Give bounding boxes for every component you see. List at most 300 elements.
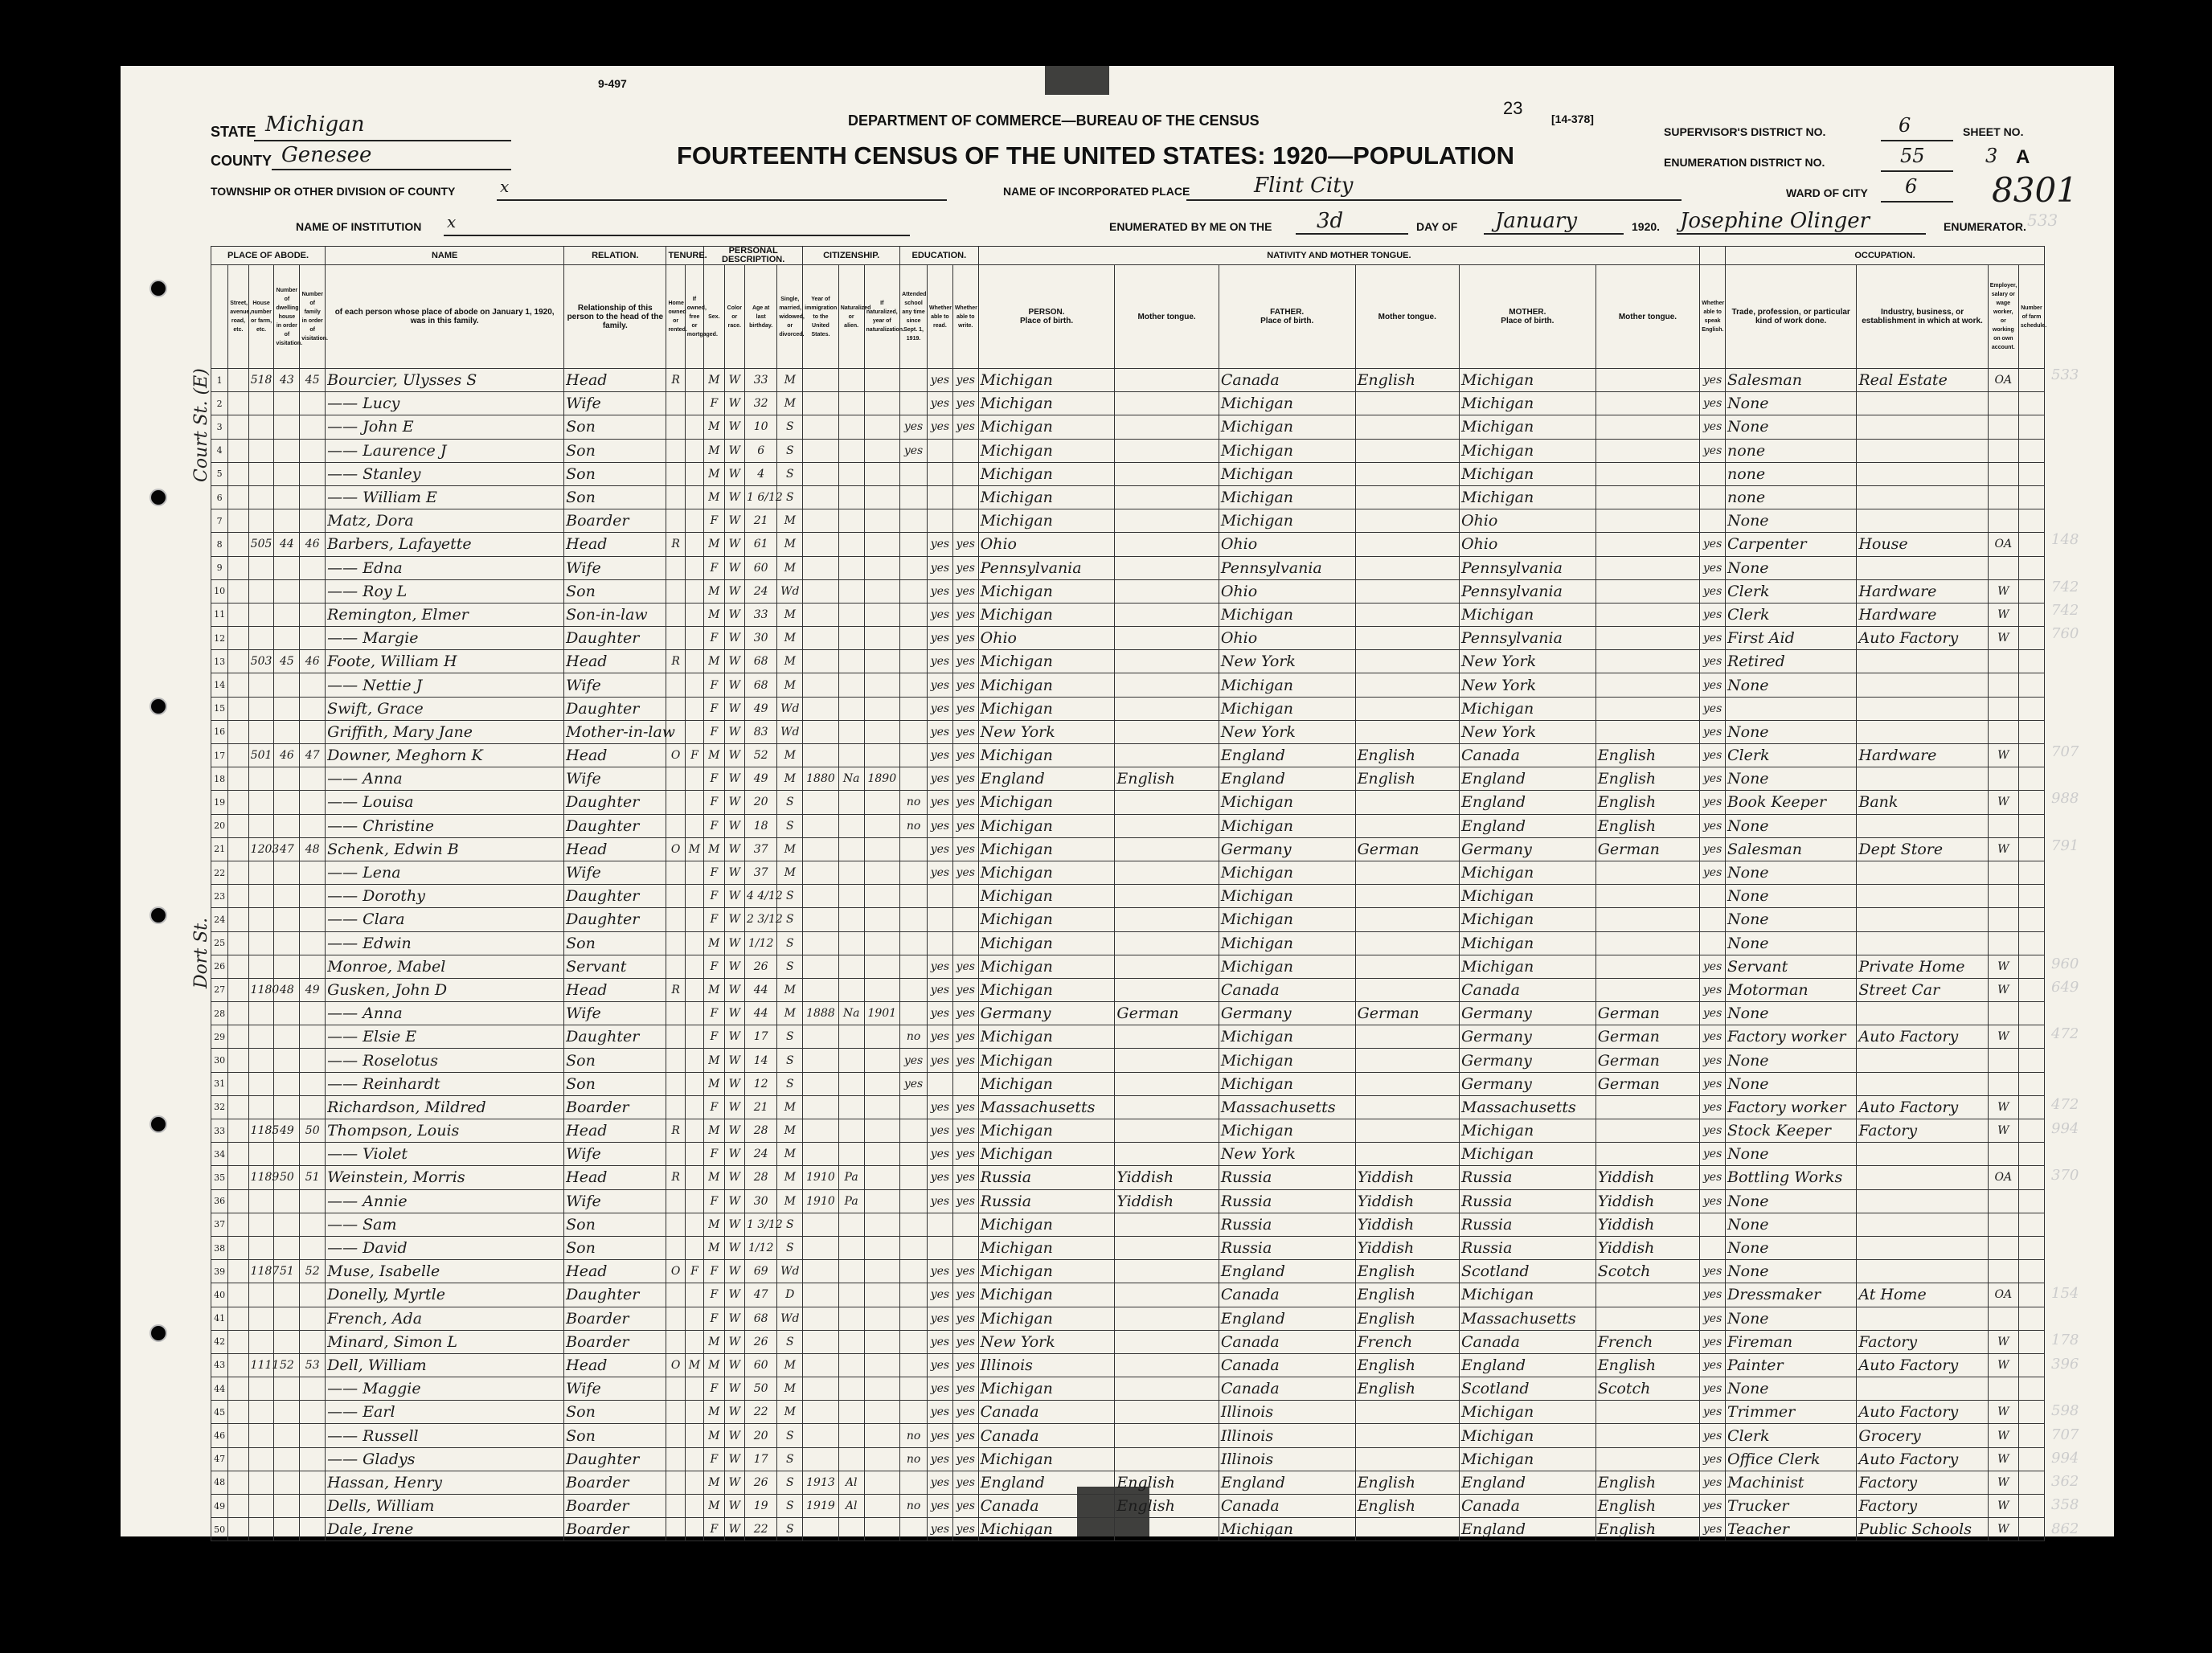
col-house: House number or farm, etc. — [248, 265, 274, 369]
farm-number-cell — [2018, 392, 2044, 415]
father-tongue-cell — [1355, 627, 1459, 650]
speaks-english-cell — [1700, 931, 1726, 955]
county-value: Genesee — [281, 143, 372, 167]
house-number-cell — [248, 1471, 274, 1494]
marital-status-cell: S — [777, 1495, 803, 1518]
industry-cell — [1857, 1377, 1988, 1401]
occupation-cell: Clerk — [1726, 1424, 1857, 1447]
school-cell: no — [900, 1025, 928, 1049]
mother-mother-tongue-cell — [1596, 415, 1699, 439]
year-immigration-cell: 1913 — [803, 1471, 839, 1494]
family-number-cell — [300, 931, 326, 955]
read-cell: yes — [928, 392, 953, 415]
family-number-cell: 52 — [300, 1260, 326, 1283]
house-number-cell — [248, 955, 274, 978]
dwelling-number-cell: 47 — [274, 837, 300, 861]
mother-tongue-cell — [1115, 1447, 1219, 1471]
table-row — [211, 1447, 2045, 1471]
marital-status-cell: M — [777, 744, 803, 767]
dwelling-number-cell — [274, 1447, 300, 1471]
table-row — [211, 1353, 2045, 1377]
farm-number-cell — [2018, 1518, 2044, 1541]
person-name-cell: —— Roselotus — [326, 1049, 564, 1072]
read-cell: yes — [928, 814, 953, 837]
industry-cell — [1857, 1236, 1988, 1259]
year-naturalization-cell — [864, 814, 900, 837]
mother-mother-tongue-cell — [1596, 579, 1699, 603]
write-cell — [952, 485, 978, 509]
line-number-cell: 28 — [211, 1002, 228, 1025]
farm-number-cell — [2018, 1353, 2044, 1377]
year-immigration-cell — [803, 439, 839, 462]
worker-class-cell: W — [1988, 1353, 2018, 1377]
year-naturalization-cell — [864, 439, 900, 462]
mother-birthplace-cell: Michigan — [1459, 392, 1596, 415]
col-mother-pob — [1459, 265, 1596, 369]
year-immigration-cell — [803, 1143, 839, 1166]
line-number-cell: 16 — [211, 720, 228, 743]
birthplace-cell: Michigan — [978, 650, 1115, 673]
house-number-cell — [248, 673, 274, 697]
write-cell: yes — [952, 1189, 978, 1213]
write-cell: yes — [952, 415, 978, 439]
supervisor-underline — [1881, 140, 1953, 141]
mother-birthplace-cell: Michigan — [1459, 603, 1596, 626]
birthplace-cell: Michigan — [978, 673, 1115, 697]
father-tongue-cell — [1355, 556, 1459, 579]
write-cell: yes — [952, 392, 978, 415]
family-number-cell: 48 — [300, 837, 326, 861]
dwelling-number-cell — [274, 1049, 300, 1072]
mother-tongue-cell: English — [1115, 1495, 1219, 1518]
table-row — [211, 1166, 2045, 1189]
industry-cell: Street Car — [1857, 978, 1988, 1001]
relation-cell: Wife — [564, 861, 666, 884]
read-cell: yes — [928, 1002, 953, 1025]
read-cell: yes — [928, 579, 953, 603]
year-naturalization-cell — [864, 744, 900, 767]
person-name-cell: —— Reinhardt — [326, 1072, 564, 1095]
tenure-mortgage-cell — [685, 369, 703, 392]
naturalized-cell — [838, 603, 864, 626]
year-naturalization-cell — [864, 791, 900, 814]
relation-cell: Daughter — [564, 627, 666, 650]
family-number-cell — [300, 439, 326, 462]
worker-class-cell — [1988, 556, 2018, 579]
sex-cell: F — [704, 1025, 724, 1049]
worker-class-cell — [1988, 931, 2018, 955]
age-cell: 18 — [745, 814, 777, 837]
sex-cell: F — [704, 1307, 724, 1330]
family-number-cell — [300, 1283, 326, 1307]
family-number-cell — [300, 1072, 326, 1095]
year-immigration-cell — [803, 1213, 839, 1236]
farm-number-cell — [2018, 767, 2044, 791]
age-cell: 52 — [745, 744, 777, 767]
sex-cell: F — [704, 1143, 724, 1166]
relation-cell: Wife — [564, 767, 666, 791]
marital-status-cell: S — [777, 1471, 803, 1494]
year-immigration-cell — [803, 744, 839, 767]
smudge-mark — [1045, 66, 1109, 95]
race-cell: W — [724, 1424, 744, 1447]
father-tongue-cell: Yiddish — [1355, 1213, 1459, 1236]
sex-cell: M — [704, 1236, 724, 1259]
year-naturalization-cell — [864, 978, 900, 1001]
naturalized-cell — [838, 556, 864, 579]
farm-number-cell — [2018, 485, 2044, 509]
sex-cell: M — [704, 485, 724, 509]
read-cell: yes — [928, 720, 953, 743]
mother-mother-tongue-cell: German — [1596, 837, 1699, 861]
mother-birthplace-cell: Scotland — [1459, 1377, 1596, 1401]
marital-status-cell: M — [777, 1119, 803, 1143]
mother-birthplace-cell: England — [1459, 1353, 1596, 1377]
naturalized-cell — [838, 744, 864, 767]
family-number-cell: 47 — [300, 744, 326, 767]
dwelling-number-cell — [274, 627, 300, 650]
industry-cell — [1857, 908, 1988, 931]
margin-code: 649 — [2051, 978, 2079, 996]
relation-cell: Son-in-law — [564, 603, 666, 626]
place-underline — [1186, 199, 1682, 201]
street-cell — [228, 1072, 248, 1095]
ed-value: 55 — [1900, 145, 1925, 167]
year-naturalization-cell — [864, 885, 900, 908]
house-number-cell — [248, 1401, 274, 1424]
street-cell — [228, 1283, 248, 1307]
margin-code: 148 — [2051, 531, 2079, 549]
mother-birthplace-cell: Canada — [1459, 744, 1596, 767]
birthplace-cell: New York — [978, 1330, 1115, 1353]
school-cell — [900, 579, 928, 603]
speaks-english-cell: yes — [1700, 744, 1726, 767]
table-row — [211, 579, 2045, 603]
dwelling-number-cell: 52 — [274, 1353, 300, 1377]
race-cell: W — [724, 1213, 744, 1236]
speaks-english-cell — [1700, 509, 1726, 533]
occupation-cell: Painter — [1726, 1353, 1857, 1377]
naturalized-cell — [838, 439, 864, 462]
mother-tongue-cell — [1115, 1377, 1219, 1401]
write-cell: yes — [952, 369, 978, 392]
house-number-cell: 518 — [248, 369, 274, 392]
dwelling-number-cell — [274, 392, 300, 415]
school-cell — [900, 1119, 928, 1143]
relation-cell: Daughter — [564, 885, 666, 908]
industry-cell — [1857, 415, 1988, 439]
tenure-mortgage-cell: F — [685, 744, 703, 767]
mother-tongue-cell — [1115, 392, 1219, 415]
worker-class-cell: W — [1988, 791, 2018, 814]
mother-birthplace-cell: Michigan — [1459, 908, 1596, 931]
marital-status-cell: M — [777, 509, 803, 533]
farm-number-cell — [2018, 1072, 2044, 1095]
father-tongue-cell — [1355, 955, 1459, 978]
tenure-owned-cell — [666, 462, 685, 485]
farm-number-cell — [2018, 1166, 2044, 1189]
father-tongue-cell: English — [1355, 1495, 1459, 1518]
race-cell: W — [724, 1260, 744, 1283]
dwelling-number-cell — [274, 955, 300, 978]
worker-class-cell: W — [1988, 1330, 2018, 1353]
birthplace-cell: Michigan — [978, 1307, 1115, 1330]
col-father-pob — [1219, 265, 1355, 369]
birthplace-cell: Michigan — [978, 697, 1115, 720]
table-row — [211, 955, 2045, 978]
race-cell: W — [724, 1518, 744, 1541]
mother-birthplace-cell: Michigan — [1459, 955, 1596, 978]
speaks-english-cell: yes — [1700, 1401, 1726, 1424]
father-tongue-cell — [1355, 650, 1459, 673]
street-cell — [228, 627, 248, 650]
father-tongue-cell — [1355, 392, 1459, 415]
worker-class-cell — [1988, 462, 2018, 485]
naturalized-cell — [838, 673, 864, 697]
relation-cell: Son — [564, 1049, 666, 1072]
line-number-cell: 49 — [211, 1495, 228, 1518]
father-birthplace-cell: Michigan — [1219, 1025, 1355, 1049]
tenure-owned-cell — [666, 697, 685, 720]
occupation-cell: Salesman — [1726, 837, 1857, 861]
family-number-cell — [300, 814, 326, 837]
occupation-cell: Fireman — [1726, 1330, 1857, 1353]
school-cell — [900, 1236, 928, 1259]
relation-cell: Son — [564, 1401, 666, 1424]
year-naturalization-cell — [864, 556, 900, 579]
occupation-cell: None — [1726, 861, 1857, 884]
worker-class-cell — [1988, 485, 2018, 509]
mother-mother-tongue-cell: German — [1596, 1049, 1699, 1072]
year-immigration-cell — [803, 415, 839, 439]
dwelling-number-cell — [274, 673, 300, 697]
dwelling-number-cell — [274, 791, 300, 814]
line-number-cell: 48 — [211, 1471, 228, 1494]
school-cell: no — [900, 1495, 928, 1518]
mother-birthplace-cell: Russia — [1459, 1166, 1596, 1189]
occupation-cell: None — [1726, 1236, 1857, 1259]
year-naturalization-cell — [864, 1095, 900, 1119]
worker-class-cell — [1988, 697, 2018, 720]
line-number-cell: 21 — [211, 837, 228, 861]
age-cell: 17 — [745, 1447, 777, 1471]
father-tongue-cell: German — [1355, 837, 1459, 861]
house-number-cell — [248, 1236, 274, 1259]
table-row — [211, 650, 2045, 673]
farm-number-cell — [2018, 533, 2044, 556]
tenure-mortgage-cell — [685, 861, 703, 884]
line-number-cell: 9 — [211, 556, 228, 579]
family-number-cell — [300, 1236, 326, 1259]
read-cell: yes — [928, 837, 953, 861]
sex-cell: F — [704, 861, 724, 884]
line-number-cell: 3 — [211, 415, 228, 439]
person-group-label: PERSON. — [1028, 308, 1065, 317]
write-cell — [952, 885, 978, 908]
relation-cell: Wife — [564, 392, 666, 415]
age-cell: 20 — [745, 1424, 777, 1447]
school-cell — [900, 955, 928, 978]
farm-number-cell — [2018, 439, 2044, 462]
year-naturalization-cell — [864, 1353, 900, 1377]
father-birthplace-cell: Michigan — [1219, 1072, 1355, 1095]
industry-cell: Auto Factory — [1857, 1025, 1988, 1049]
tenure-mortgage-cell — [685, 1213, 703, 1236]
dwelling-number-cell — [274, 697, 300, 720]
write-cell: yes — [952, 556, 978, 579]
sex-cell: M — [704, 533, 724, 556]
relation-cell: Wife — [564, 556, 666, 579]
line-number-cell: 22 — [211, 861, 228, 884]
sex-cell: M — [704, 1330, 724, 1353]
year-naturalization-cell — [864, 1307, 900, 1330]
worker-class-cell — [1988, 415, 2018, 439]
house-number-cell: 501 — [248, 744, 274, 767]
mother-mother-tongue-cell: German — [1596, 1072, 1699, 1095]
street-cell — [228, 462, 248, 485]
write-cell: yes — [952, 1424, 978, 1447]
tenure-mortgage-cell — [685, 1236, 703, 1259]
mother-mother-tongue-cell: Yiddish — [1596, 1236, 1699, 1259]
tenure-mortgage-cell — [685, 1143, 703, 1166]
mother-tongue-cell: German — [1115, 1002, 1219, 1025]
marital-status-cell: S — [777, 814, 803, 837]
group-place-of-abode: PLACE OF ABODE. — [211, 247, 326, 265]
line-number-cell: 38 — [211, 1236, 228, 1259]
family-number-cell — [300, 556, 326, 579]
mother-mother-tongue-cell — [1596, 369, 1699, 392]
corner-number: 8301 — [1992, 170, 2078, 210]
father-birthplace-cell: England — [1219, 1471, 1355, 1494]
farm-number-cell — [2018, 1095, 2044, 1119]
col-age: Age at last birthday. — [745, 265, 777, 369]
mother-mother-tongue-cell: English — [1596, 814, 1699, 837]
write-cell: yes — [952, 1143, 978, 1166]
group-education: EDUCATION. — [900, 247, 979, 265]
dwelling-number-cell — [274, 462, 300, 485]
group-citizenship: CITIZENSHIP. — [803, 247, 900, 265]
person-name-cell: —— William E — [326, 485, 564, 509]
dwelling-number-cell — [274, 1330, 300, 1353]
birthplace-cell: Michigan — [978, 603, 1115, 626]
year-immigration-cell — [803, 1049, 839, 1072]
birthplace-cell: Canada — [978, 1401, 1115, 1424]
mother-birthplace-cell: Michigan — [1459, 415, 1596, 439]
school-cell — [900, 1260, 928, 1283]
marital-status-cell: M — [777, 837, 803, 861]
marital-status-cell: S — [777, 885, 803, 908]
occupation-cell: None — [1726, 1072, 1857, 1095]
street-cell — [228, 978, 248, 1001]
race-cell: W — [724, 556, 744, 579]
street-cell — [228, 1495, 248, 1518]
street-cell — [228, 885, 248, 908]
mother-tongue-cell — [1115, 1401, 1219, 1424]
person-name-cell: —— Lena — [326, 861, 564, 884]
father-tongue-cell — [1355, 978, 1459, 1001]
line-number-cell: 19 — [211, 791, 228, 814]
col-person-pob — [978, 265, 1115, 369]
relation-cell: Head — [564, 978, 666, 1001]
read-cell: yes — [928, 861, 953, 884]
person-name-cell: Schenk, Edwin B — [326, 837, 564, 861]
table-row — [211, 814, 2045, 837]
mother-tongue-cell — [1115, 837, 1219, 861]
tenure-mortgage-cell — [685, 791, 703, 814]
mother-mother-tongue-cell — [1596, 720, 1699, 743]
street-cell — [228, 744, 248, 767]
mother-tongue-cell — [1115, 1236, 1219, 1259]
school-cell: no — [900, 1447, 928, 1471]
write-cell: yes — [952, 1401, 978, 1424]
birthplace-cell: Michigan — [978, 885, 1115, 908]
year-immigration-cell — [803, 1260, 839, 1283]
table-row — [211, 885, 2045, 908]
occupation-cell: None — [1726, 1213, 1857, 1236]
tenure-owned-cell — [666, 673, 685, 697]
occupation-cell: none — [1726, 439, 1857, 462]
father-tongue-cell: English — [1355, 1471, 1459, 1494]
worker-class-cell — [1988, 1072, 2018, 1095]
tenure-mortgage-cell — [685, 627, 703, 650]
dwelling-number-cell — [274, 1518, 300, 1541]
speaks-english-cell: yes — [1700, 673, 1726, 697]
school-cell — [900, 1401, 928, 1424]
father-birthplace-cell: Ohio — [1219, 579, 1355, 603]
industry-cell — [1857, 885, 1988, 908]
industry-cell: Hardware — [1857, 744, 1988, 767]
worker-class-cell — [1988, 439, 2018, 462]
read-cell: yes — [928, 1495, 953, 1518]
house-number-cell — [248, 1283, 274, 1307]
farm-number-cell — [2018, 1025, 2044, 1049]
year-immigration-cell — [803, 1518, 839, 1541]
mother-mother-tongue-cell — [1596, 1401, 1699, 1424]
birthplace-cell: Canada — [978, 1495, 1115, 1518]
family-number-cell — [300, 1025, 326, 1049]
race-cell: W — [724, 415, 744, 439]
year-naturalization-cell — [864, 1401, 900, 1424]
marital-status-cell: S — [777, 1049, 803, 1072]
farm-number-cell — [2018, 1002, 2044, 1025]
relation-cell: Boarder — [564, 1471, 666, 1494]
mother-tongue-cell — [1115, 1049, 1219, 1072]
father-birthplace-cell: Canada — [1219, 1353, 1355, 1377]
year-naturalization-cell — [864, 392, 900, 415]
mother-birthplace-cell: Michigan — [1459, 931, 1596, 955]
industry-cell: At Home — [1857, 1283, 1988, 1307]
col-marital: Single, married, widowed, or divorced. — [777, 265, 803, 369]
naturalized-cell — [838, 1447, 864, 1471]
relation-cell: Daughter — [564, 697, 666, 720]
street-cell — [228, 1377, 248, 1401]
industry-cell — [1857, 1189, 1988, 1213]
school-cell — [900, 509, 928, 533]
tenure-owned-cell — [666, 1495, 685, 1518]
relation-cell: Head — [564, 650, 666, 673]
punch-hole — [150, 1324, 167, 1342]
line-number-cell: 30 — [211, 1049, 228, 1072]
mother-mother-tongue-cell: Scotch — [1596, 1377, 1699, 1401]
speaks-english-cell: yes — [1700, 697, 1726, 720]
school-cell — [900, 392, 928, 415]
dwelling-number-cell — [274, 439, 300, 462]
street-cell — [228, 814, 248, 837]
marital-status-cell: M — [777, 603, 803, 626]
speaks-english-cell: yes — [1700, 837, 1726, 861]
family-number-cell — [300, 1002, 326, 1025]
father-tongue-cell — [1355, 603, 1459, 626]
